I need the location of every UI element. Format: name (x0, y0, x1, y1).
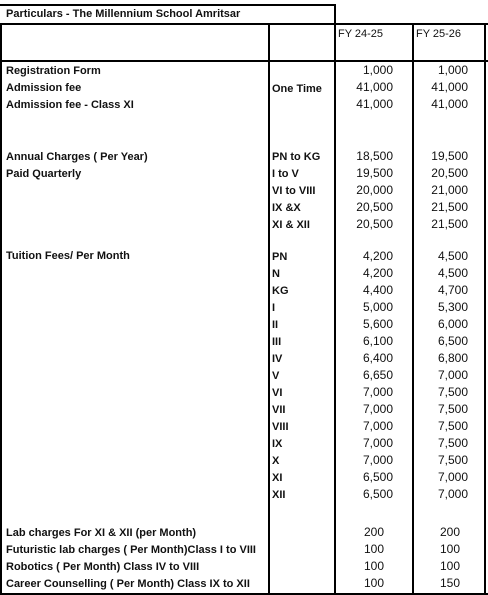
value-fy1: 19,500 (356, 166, 393, 180)
row-level: X (272, 455, 280, 467)
value-fy2: 21,000 (431, 183, 468, 197)
row-level: VII (272, 404, 286, 416)
value-fy2: 6,000 (437, 317, 468, 331)
value-fy2: 6,500 (437, 334, 468, 348)
row-label-career-counselling: Career Counselling ( Per Month) Class IX to XII (6, 578, 250, 590)
row-level: VIII (272, 421, 289, 433)
value-fy1: 20,000 (356, 183, 393, 197)
grid-line-col-particulars (268, 23, 270, 595)
value-fy2: 200 (439, 525, 460, 539)
value-fy1: 6,400 (362, 351, 393, 365)
value-fy1: 7,000 (362, 419, 393, 433)
value-fy2: 4,700 (437, 283, 468, 297)
value-fy1: 20,500 (356, 217, 393, 231)
grid-line-header-top (0, 23, 488, 25)
row-level: IX &X (272, 202, 301, 214)
value-fy1: 1,000 (362, 63, 393, 77)
value-fy2: 5,300 (437, 300, 468, 314)
value-fy2: 7,500 (437, 385, 468, 399)
row-level: IV (272, 353, 283, 365)
row-level: I (272, 302, 276, 314)
row-label-admission-fee: Admission fee (6, 82, 82, 94)
grid-line-col-fy1 (412, 23, 414, 595)
row-level: KG (272, 285, 289, 297)
value-fy1: 6,500 (362, 470, 393, 484)
value-fy2: 7,500 (437, 436, 468, 450)
value-fy1: 100 (363, 542, 384, 556)
value-fy1: 7,000 (362, 436, 393, 450)
value-fy1: 41,000 (356, 97, 393, 111)
value-fy1: 200 (363, 525, 384, 539)
value-fy2: 7,500 (437, 453, 468, 467)
section-heading-tuition-fees: Tuition Fees/ Per Month (6, 250, 130, 262)
value-fy2: 1,000 (437, 63, 468, 77)
value-fy2: 100 (439, 559, 460, 573)
column-header-fy25-26: FY 25-26 (416, 28, 462, 40)
grid-line-right (484, 23, 486, 595)
grid-line-top-title (0, 4, 335, 6)
value-fy2: 41,000 (431, 80, 468, 94)
grid-line-col-level (334, 4, 336, 595)
row-level: XI & XII (272, 219, 310, 231)
value-fy1: 4,200 (362, 266, 393, 280)
row-level: VI (272, 387, 283, 399)
grid-line-header-bottom (0, 60, 488, 62)
value-fy1: 4,200 (362, 249, 393, 263)
row-level: N (272, 268, 280, 280)
value-fy2: 20,500 (431, 166, 468, 180)
column-header-fy24-25: FY 24-25 (338, 28, 384, 40)
value-fy1: 5,600 (362, 317, 393, 331)
value-fy2: 4,500 (437, 266, 468, 280)
row-label-registration-form: Registration Form (6, 65, 101, 77)
row-level: V (272, 370, 280, 382)
value-fy2: 6,800 (437, 351, 468, 365)
row-label-lab-charges: Lab charges For XI & XII (per Month) (6, 527, 197, 539)
row-level: II (272, 319, 279, 331)
grid-line-left (0, 23, 2, 595)
row-level: XI (272, 472, 283, 484)
value-fy1: 6,650 (362, 368, 393, 382)
value-fy1: 6,100 (362, 334, 393, 348)
value-fy1: 7,000 (362, 385, 393, 399)
value-fy1: 41,000 (356, 80, 393, 94)
row-level: IX (272, 438, 283, 450)
row-level: I to V (272, 168, 299, 180)
section-subheading-paid-quarterly: Paid Quarterly (6, 168, 82, 180)
value-fy1: 100 (363, 576, 384, 590)
value-fy1: 5,000 (362, 300, 393, 314)
value-fy2: 7,500 (437, 402, 468, 416)
value-fy1: 100 (363, 559, 384, 573)
row-level-one-time: One Time (272, 83, 322, 95)
row-label-robotics: Robotics ( Per Month) Class IV to VIII (6, 561, 200, 573)
value-fy1: 20,500 (356, 200, 393, 214)
table-title: Particulars - The Millennium School Amritsar (6, 8, 241, 20)
row-level: PN to KG (272, 151, 321, 163)
row-level: VI to VIII (272, 185, 316, 197)
value-fy2: 4,500 (437, 249, 468, 263)
row-label-admission-fee-xi: Admission fee - Class XI (6, 99, 134, 111)
value-fy2: 7,500 (437, 419, 468, 433)
value-fy1: 6,500 (362, 487, 393, 501)
section-heading-annual-charges: Annual Charges ( Per Year) (6, 151, 148, 163)
value-fy1: 7,000 (362, 453, 393, 467)
value-fy2: 21,500 (431, 217, 468, 231)
row-level: III (272, 336, 282, 348)
value-fy2: 19,500 (431, 149, 468, 163)
row-level: PN (272, 251, 288, 263)
value-fy2: 100 (439, 542, 460, 556)
row-label-futuristic-lab: Futuristic lab charges ( Per Month)Class I to VIII (6, 544, 256, 556)
value-fy2: 21,500 (431, 200, 468, 214)
value-fy2: 7,000 (437, 368, 468, 382)
value-fy2: 41,000 (431, 97, 468, 111)
value-fy1: 18,500 (356, 149, 393, 163)
value-fy2: 7,000 (437, 487, 468, 501)
value-fy1: 4,400 (362, 283, 393, 297)
value-fy2: 150 (439, 576, 460, 590)
value-fy2: 7,000 (437, 470, 468, 484)
value-fy1: 7,000 (362, 402, 393, 416)
row-level: XII (272, 489, 286, 501)
